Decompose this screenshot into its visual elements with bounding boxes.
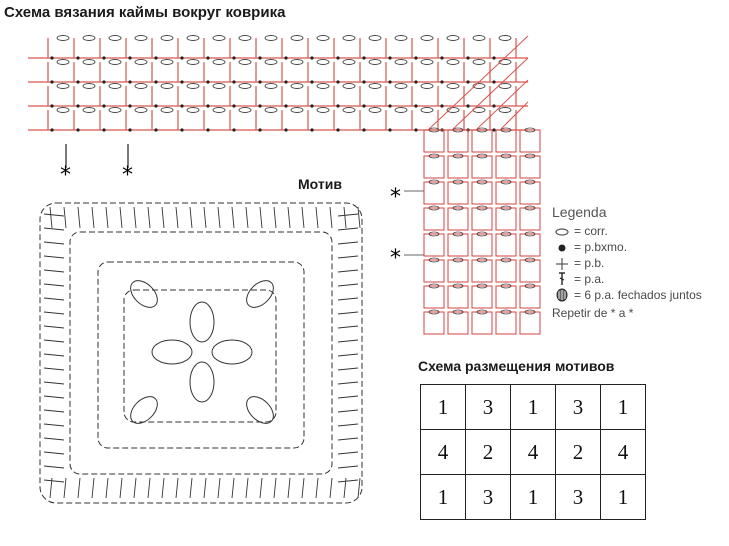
repeat-marker-2: * [122,163,133,188]
legend-item-chain [552,223,727,239]
legend-text-single: = p.b. [574,256,605,270]
repeat-marker-1: * [60,163,71,188]
table-cell: 1 [511,475,556,520]
table-row [421,430,646,475]
table-cell: 2 [556,430,601,475]
legend-item-double [552,271,727,287]
table-cell: 3 [466,385,511,430]
repeat-marker-4: * [390,246,401,271]
legend-text-chain: = corr. [574,224,608,238]
legend-item-cluster [552,287,727,303]
border-scheme-title: Схема вязания каймы вокруг коврика [4,4,286,21]
table-cell: 1 [511,385,556,430]
table-cell: 3 [556,475,601,520]
table-cell: 1 [601,385,646,430]
cluster-icon [552,288,572,303]
table-cell: 4 [511,430,556,475]
legend-text-slip: = p.bxmo. [574,240,628,254]
table-row [421,475,646,520]
table-cell: 3 [556,385,601,430]
layout-scheme-title: Схема размещения мотивов [418,358,615,374]
table-cell: 1 [601,475,646,520]
chain-oval-icon [552,224,572,238]
legend-text-double: = p.a. [574,272,605,286]
tall-stitch-icon [552,272,572,287]
legend-title: Legenda [552,204,607,220]
table-cell: 2 [466,430,511,475]
table-cell: 1 [421,475,466,520]
table-cell: 1 [421,385,466,430]
legend [552,204,727,320]
legend-text-cluster: = 6 p.a. fechados juntos [574,288,702,302]
table-cell: 4 [421,430,466,475]
legend-item-single [552,255,727,271]
motif-title: Мотив [298,176,342,192]
motif-chart [40,203,362,503]
cross-icon [552,256,572,270]
table-row [421,385,646,430]
repeat-marker-3: * [390,185,401,210]
legend-item-slip [552,239,727,255]
dot-icon [552,240,572,254]
legend-repeat-note: Repetir de * a * [552,306,634,320]
table-cell: 3 [466,475,511,520]
table-cell: 4 [601,430,646,475]
motif-layout-table [420,384,646,520]
